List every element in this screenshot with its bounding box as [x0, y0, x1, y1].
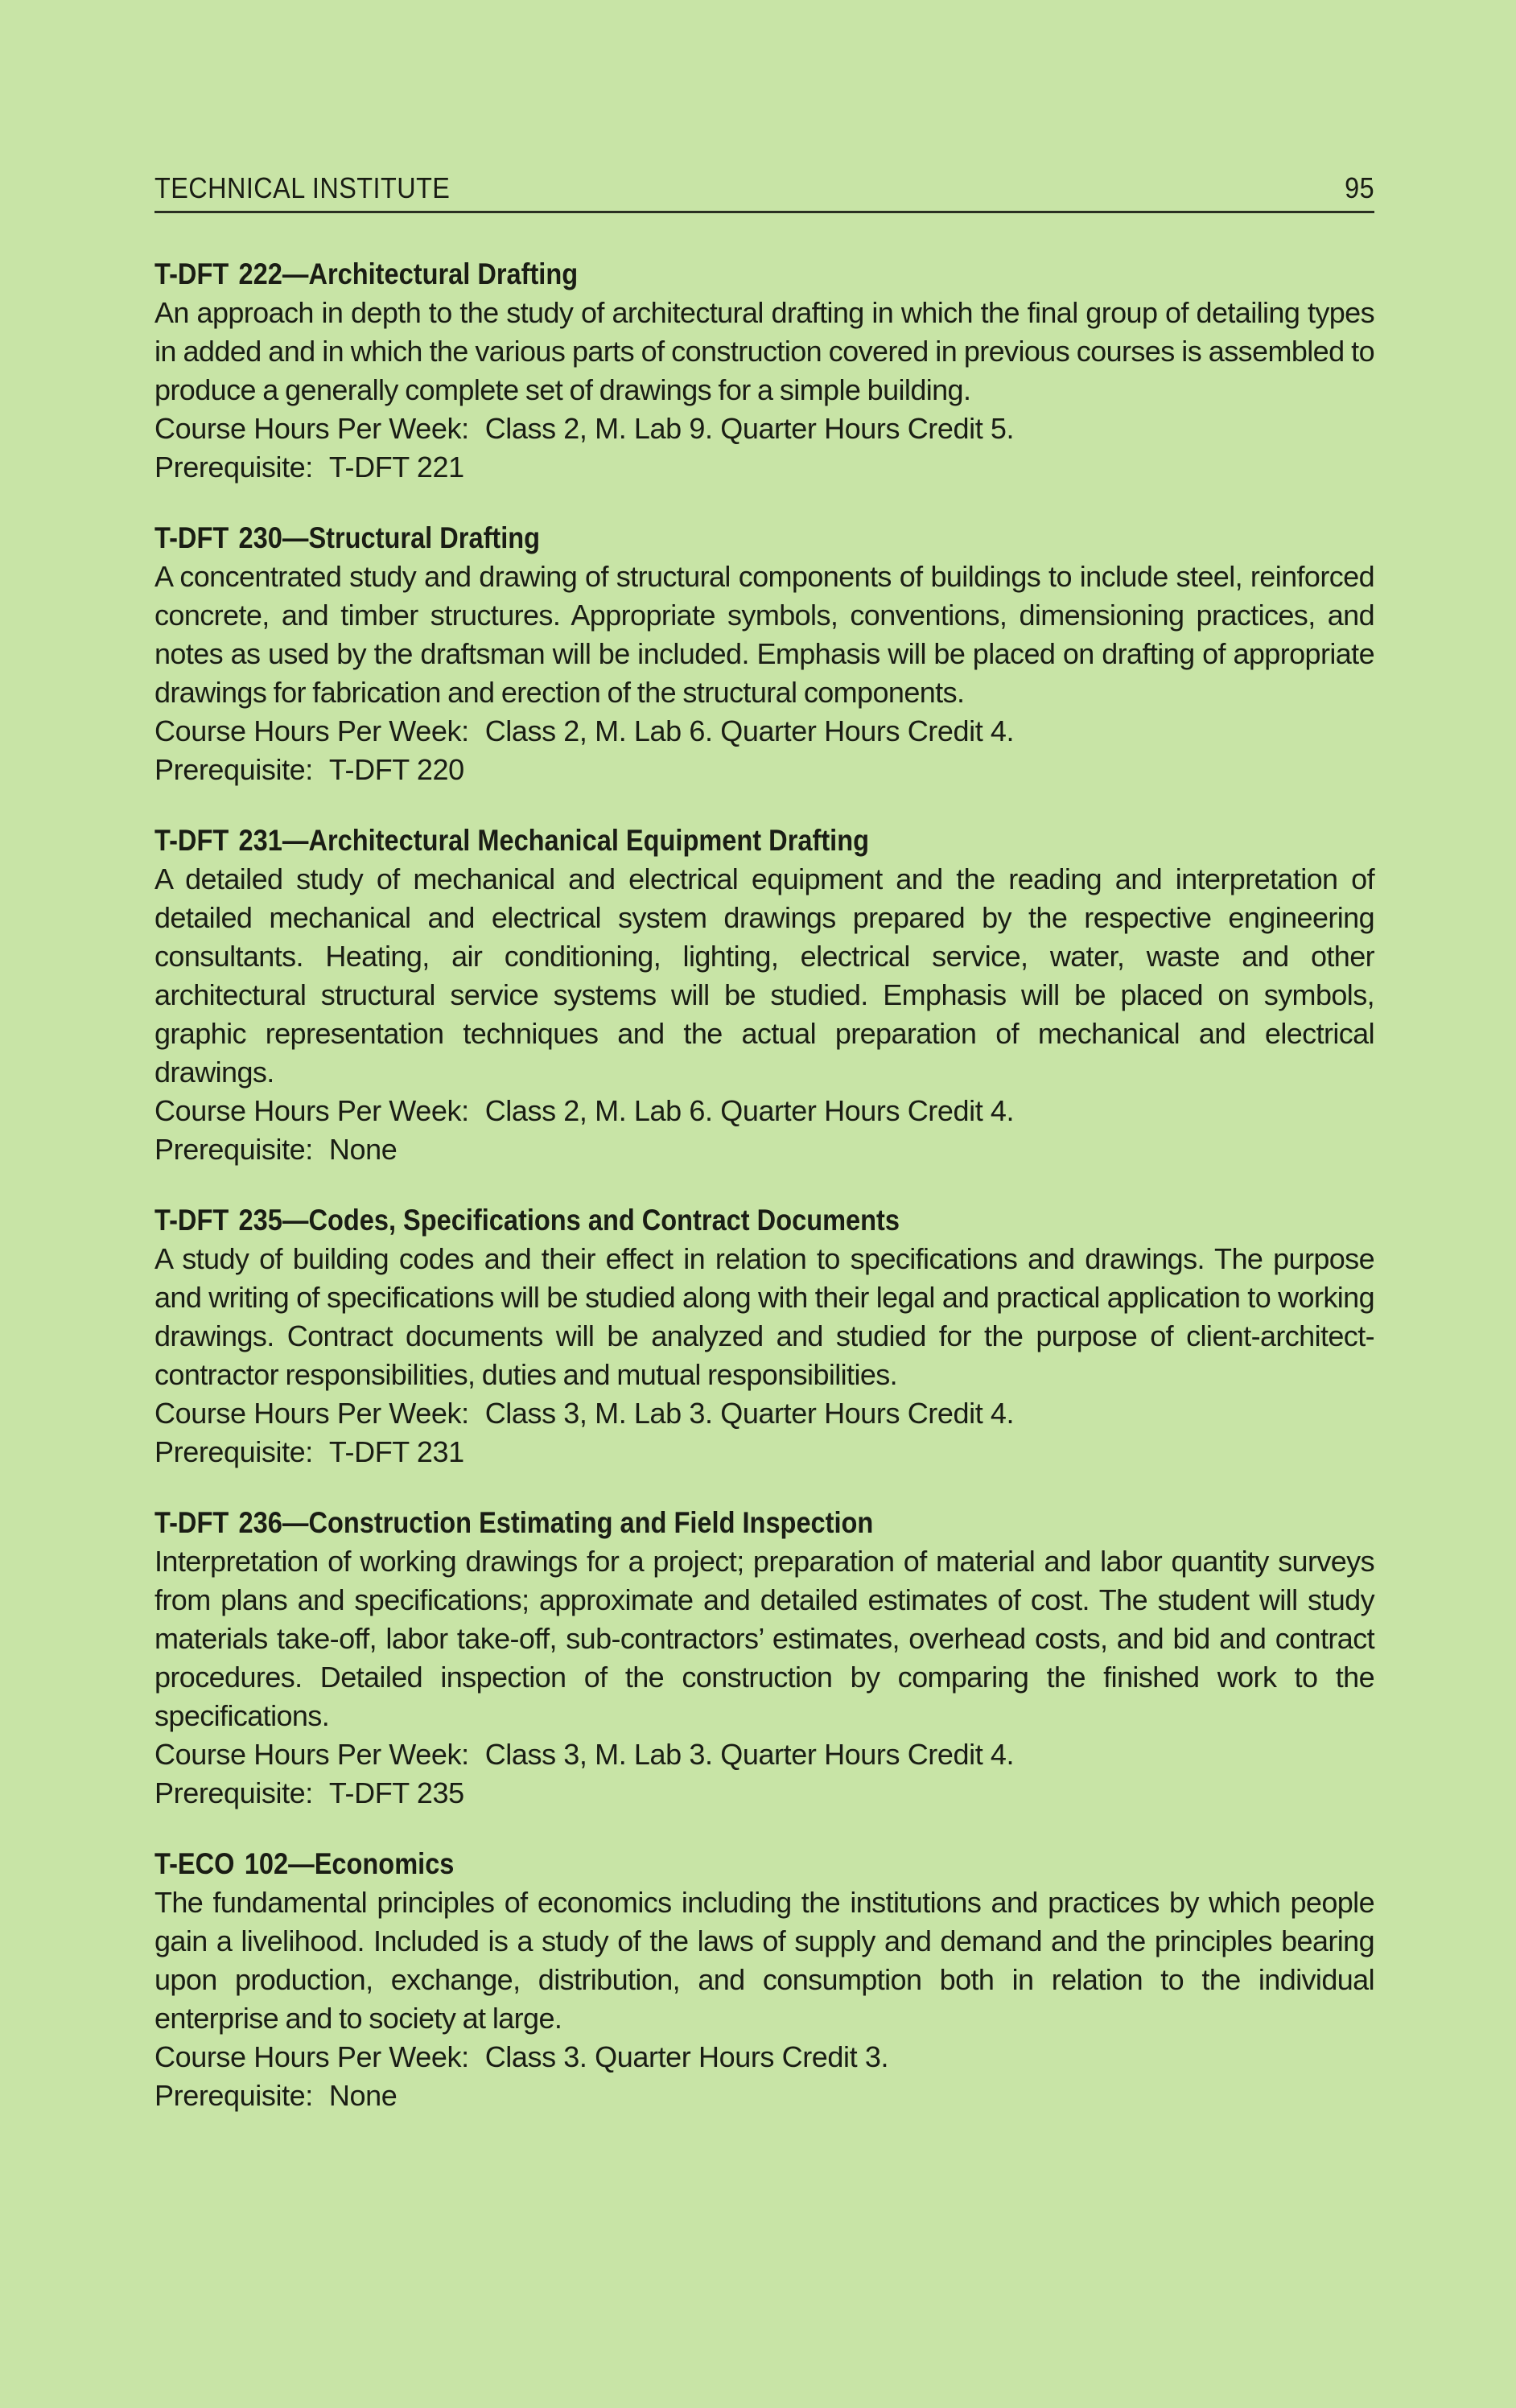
course-hours-line: [154, 712, 1374, 751]
em-dash: —: [282, 521, 309, 554]
course-entry: [154, 821, 1374, 1169]
prerequisite-label: Prerequisite:: [154, 1435, 313, 1468]
course-number: 230: [238, 521, 282, 554]
course-code: T-DFT: [154, 824, 229, 857]
prerequisite-label: Prerequisite:: [154, 753, 313, 786]
course-description: Interpretation of working drawings for a project; preparation of material and labor quantity surveys from plans and specifications; approximate and detailed estimates of cost. The student will study materials take-off, labor take-off, sub-contractors’ estimates, overhead costs, and bid and contract procedures. Detailed inspection of the construction by comparing the finished work to the specifications.: [154, 1545, 1374, 1732]
page-number: 95: [1345, 171, 1374, 204]
hours-label: Course Hours Per Week:: [154, 1397, 469, 1430]
prerequisite-line: [154, 2077, 1374, 2115]
prerequisite-value: T-DFT 231: [328, 1435, 464, 1468]
hours-value: Class 2, M. Lab 9. Quarter Hours Credit 5.: [484, 412, 1015, 445]
course-code: T-DFT: [154, 521, 229, 554]
prerequisite-line: [154, 1774, 1374, 1813]
course-title: Codes, Specifications and Contract Documents: [308, 1204, 900, 1237]
course-hours-line: [154, 1394, 1374, 1433]
prerequisite-value: T-DFT 221: [328, 451, 464, 484]
course-number: 102: [244, 1847, 289, 1880]
course-description: A detailed study of mechanical and electrical equipment and the reading and interpretation of detailed mechanical and electrical system drawings prepared by the respective engineering consultants. Heating, air conditioning, lighting, electrical service, water, waste and other architectural structural service systems will be studied. Emphasis will be placed on symbols, graphic representation techniques and the actual preparation of mechanical and electrical drawings.: [154, 862, 1374, 1089]
course-entry: [154, 519, 1374, 789]
course-entry: [154, 1201, 1374, 1472]
prerequisite-value: None: [328, 1133, 398, 1166]
prerequisite-line: [154, 1130, 1374, 1169]
course-title: Construction Estimating and Field Inspection: [308, 1506, 874, 1539]
em-dash: —: [288, 1847, 315, 1880]
hours-label: Course Hours Per Week:: [154, 412, 469, 445]
catalog-page: [154, 172, 1374, 2147]
course-number: 236: [238, 1506, 282, 1539]
hours-value: Class 3, M. Lab 3. Quarter Hours Credit 4.: [484, 1397, 1015, 1430]
hours-value: Class 2, M. Lab 6. Quarter Hours Credit 4.: [484, 714, 1015, 747]
course-title: Structural Drafting: [308, 521, 541, 554]
course-hours-line: [154, 1735, 1374, 1774]
course-code: T-ECO: [154, 1847, 235, 1880]
course-number: 231: [238, 824, 282, 857]
course-code: T-DFT: [154, 1506, 229, 1539]
course-heading: [154, 255, 1228, 294]
course-title: Architectural Drafting: [308, 257, 579, 290]
course-heading: [154, 1504, 1228, 1542]
hours-label: Course Hours Per Week:: [154, 1094, 469, 1127]
course-code: T-DFT: [154, 257, 229, 290]
course-heading: [154, 1201, 1228, 1240]
course-entry: [154, 255, 1374, 487]
course-description: A study of building codes and their effect in relation to specifications and drawings. The purpose and writing of specifications will be studied along with their legal and practical application to working drawings. Contract documents will be analyzed and studied for the purpose of client-architect-contractor responsibilities, duties and mutual responsibilities.: [154, 1242, 1374, 1391]
prerequisite-label: Prerequisite:: [154, 451, 313, 484]
course-entry: [154, 1845, 1374, 2115]
prerequisite-value: T-DFT 220: [328, 753, 464, 786]
prerequisite-value: None: [328, 2079, 398, 2112]
prerequisite-line: [154, 751, 1374, 789]
course-number: 235: [238, 1204, 282, 1237]
course-entry: [154, 1504, 1374, 1813]
hours-label: Course Hours Per Week:: [154, 2040, 469, 2073]
em-dash: —: [282, 257, 309, 290]
course-hours-line: [154, 2038, 1374, 2077]
prerequisite-line: [154, 1433, 1374, 1472]
course-title: Economics: [314, 1847, 455, 1880]
course-description: A concentrated study and drawing of structural components of buildings to include steel, reinforced concrete, and timber structures. Appropriate symbols, conventions, dimensioning practices, and notes as used by the draftsman will be included. Emphasis will be placed on drafting of appropriate drawings for fabrication and erection of the structural components.: [154, 560, 1374, 709]
course-code: T-DFT: [154, 1204, 229, 1237]
hours-value: Class 3, M. Lab 3. Quarter Hours Credit 4.: [484, 1738, 1015, 1771]
course-heading: [154, 519, 1228, 558]
prerequisite-label: Prerequisite:: [154, 1133, 313, 1166]
hours-label: Course Hours Per Week:: [154, 1738, 469, 1771]
course-heading: [154, 1845, 1228, 1883]
prerequisite-label: Prerequisite:: [154, 2079, 313, 2112]
prerequisite-line: [154, 448, 1374, 487]
course-title: Architectural Mechanical Equipment Drafting: [308, 824, 869, 857]
course-heading: [154, 821, 1228, 860]
hours-label: Course Hours Per Week:: [154, 714, 469, 747]
course-description: The fundamental principles of economics including the institutions and practices by which people gain a livelihood. Included is a study of the laws of supply and demand and the principles bearing upon production, exchange, distribution, and consumption both in relation to the individual enterprise and to society at large.: [154, 1886, 1374, 2035]
em-dash: —: [282, 1204, 309, 1237]
course-hours-line: [154, 410, 1374, 448]
em-dash: —: [282, 824, 309, 857]
hours-value: Class 3. Quarter Hours Credit 3.: [484, 2040, 889, 2073]
course-description: An approach in depth to the study of architectural drafting in which the final group of detailing types in added and in which the various parts of construction covered in previous courses is assembled to produce a generally complete set of drawings for a simple building.: [154, 296, 1374, 406]
em-dash: —: [282, 1506, 309, 1539]
prerequisite-value: T-DFT 235: [328, 1776, 464, 1809]
running-header: [154, 172, 1374, 213]
course-hours-line: [154, 1092, 1374, 1130]
course-number: 222: [238, 257, 282, 290]
running-title: TECHNICAL INSTITUTE: [154, 171, 451, 204]
prerequisite-label: Prerequisite:: [154, 1776, 313, 1809]
hours-value: Class 2, M. Lab 6. Quarter Hours Credit 4.: [484, 1094, 1015, 1127]
course-list: [154, 255, 1374, 2115]
